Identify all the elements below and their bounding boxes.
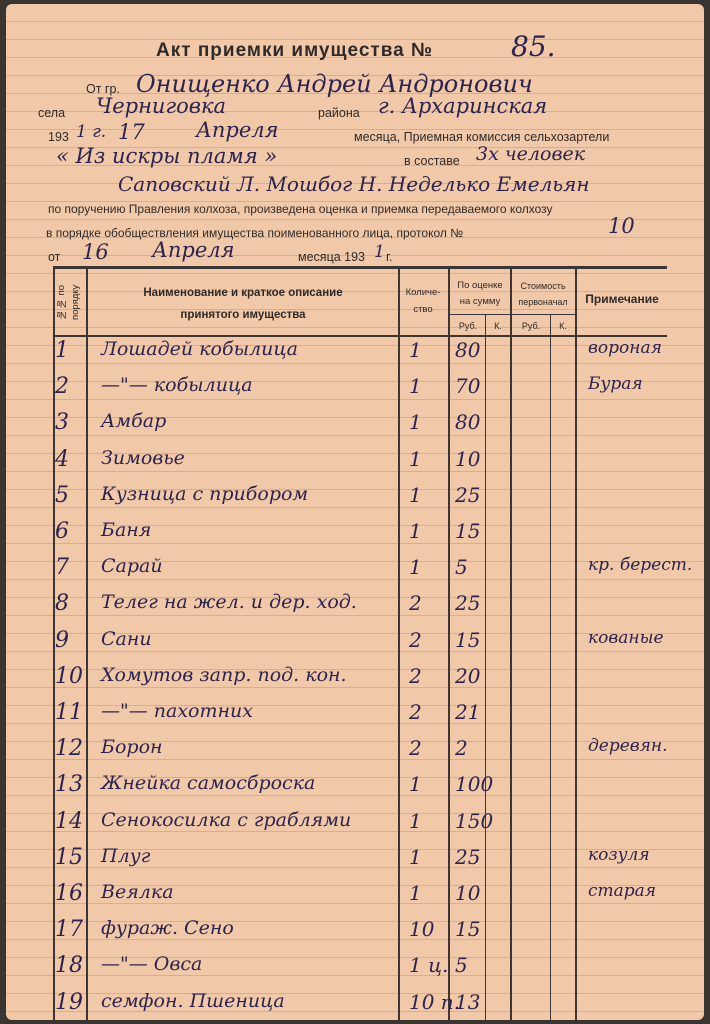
protocol-number: 10 — [608, 214, 635, 238]
row-quantity: 1 — [409, 410, 422, 435]
row-item-name: —"— кобылица — [101, 374, 253, 397]
table-row — [53, 591, 667, 627]
row-note: Бурая — [588, 374, 643, 395]
row-number: 1 — [55, 338, 69, 363]
row-appraisal-sum: 70 — [455, 374, 481, 399]
header-cost-kop: К. — [559, 321, 567, 331]
composition-label: в составе — [404, 154, 460, 168]
row-number: 7 — [55, 555, 69, 581]
row-item-name: Сарай — [101, 555, 163, 578]
artel-name: « Из искры пламя » — [56, 144, 278, 168]
row-appraisal-sum: 15 — [455, 627, 481, 652]
row-number: 16 — [55, 881, 83, 906]
row-number: 9 — [55, 627, 69, 653]
commission-label: месяца, Приемная комиссия сельхозартели — [354, 130, 610, 144]
table-row — [53, 410, 667, 446]
row-note: кованые — [588, 627, 664, 648]
row-number: 11 — [55, 700, 83, 725]
header-note: Примечание — [585, 292, 659, 306]
row-appraisal-sum: 25 — [455, 482, 481, 507]
header-cost: Стоимость первоначал — [518, 281, 568, 307]
header-appraisal: По оценке на сумму — [457, 280, 503, 307]
header-appraisal-kop: К. — [494, 321, 502, 331]
table-row — [53, 374, 667, 410]
row-number: 17 — [55, 917, 83, 943]
row-quantity: 10 — [409, 917, 435, 942]
table-row — [53, 990, 667, 1020]
header-cost-rub: Руб. — [521, 321, 541, 331]
row-item-name: Хомутов запр. под. кон. — [101, 663, 347, 686]
table-row — [53, 953, 667, 989]
row-appraisal-sum: 100 — [455, 772, 494, 797]
date-day: 17 — [118, 120, 145, 144]
row-item-name: Кузница с прибором — [101, 482, 309, 505]
document-sheet — [6, 4, 704, 1020]
row-item-name: семфон. Пшеница — [101, 989, 285, 1012]
row-item-name: фураж. Сено — [101, 917, 234, 940]
row-note: козуля — [588, 844, 650, 865]
row-quantity: 1 — [409, 338, 422, 362]
row-note: старая — [588, 881, 657, 901]
from-year-suffix: 1 — [374, 242, 385, 262]
act-number: 85. — [511, 30, 556, 63]
table-row — [53, 845, 667, 881]
row-note: вороная — [588, 338, 662, 358]
row-appraisal-sum: 150 — [455, 808, 494, 833]
row-item-name: Зимовье — [101, 446, 185, 469]
row-item-name: Телег на жел. и дер. ход. — [101, 591, 357, 614]
table-row — [53, 519, 667, 555]
row-item-name: Сани — [101, 627, 152, 650]
subheader-border — [450, 314, 577, 315]
header-name: Наименование и краткое описание принятого имущества — [143, 287, 343, 321]
row-quantity: 2 — [409, 736, 422, 761]
row-appraisal-sum: 13 — [455, 989, 481, 1014]
from-date-month: Апреля — [152, 238, 235, 262]
row-note: деревян. — [588, 736, 668, 757]
district-name: г. Архаринская — [378, 94, 548, 118]
table-row — [53, 736, 667, 772]
row-appraisal-sum: 80 — [455, 410, 481, 435]
row-appraisal-sum: 10 — [455, 446, 481, 471]
from-year-label: г. — [386, 250, 393, 264]
body-line-1: по поручению Правления колхоза, произведена оценка и приемка передаваемого колхозу — [48, 202, 553, 216]
row-item-name: Сенокосилка с граблями — [101, 808, 352, 831]
row-item-name: Баня — [101, 519, 152, 541]
year-suffix: 1 г. — [76, 122, 107, 142]
row-appraisal-sum: 80 — [455, 338, 481, 362]
district-label: района — [318, 106, 360, 120]
row-appraisal-sum: 15 — [455, 519, 481, 543]
row-item-name: Плуг — [101, 844, 151, 867]
table-row — [53, 555, 693, 591]
from-name: Онищенко Андрей Андронович — [136, 70, 533, 98]
row-number: 5 — [55, 482, 69, 508]
row-item-name: Амбар — [101, 410, 167, 433]
row-number: 3 — [55, 410, 69, 436]
table-row — [53, 772, 667, 808]
row-appraisal-sum: 20 — [455, 663, 481, 688]
header-appraisal-rub: Руб. — [458, 321, 478, 331]
from-month-label: месяца 193 — [298, 250, 366, 264]
row-quantity: 2 — [409, 663, 422, 688]
row-item-name: —"— Овса — [101, 953, 203, 976]
row-quantity: 2 — [409, 700, 422, 724]
body-line-2: в порядке обобществления имущества поименованного лица, протокол № — [46, 226, 464, 240]
table-row — [53, 664, 667, 700]
row-quantity: 1 — [409, 374, 422, 399]
row-quantity: 1 — [409, 446, 422, 471]
table-row — [53, 881, 667, 917]
from-date-prefix: от — [48, 250, 61, 264]
row-quantity: 1 ц. — [409, 953, 449, 978]
row-quantity: 1 — [409, 844, 422, 869]
row-item-name: Веялка — [101, 881, 174, 903]
row-number: 18 — [55, 953, 83, 979]
commission-members: Саповский Л. Мошбог Н. Неделько Емельян — [118, 172, 590, 196]
village-label: села — [38, 106, 66, 120]
property-table — [53, 266, 693, 1020]
row-quantity: 1 — [409, 555, 422, 580]
row-appraisal-sum: 2 — [455, 736, 468, 761]
document-title: Акт приемки имущества № — [156, 40, 434, 61]
row-quantity: 1 — [409, 482, 422, 507]
row-number: 13 — [55, 772, 83, 798]
row-number: 12 — [55, 736, 83, 762]
from-date-day: 16 — [82, 240, 109, 264]
table-row — [53, 338, 667, 374]
row-number: 4 — [55, 446, 69, 472]
row-number: 10 — [55, 663, 83, 689]
row-quantity: 2 — [409, 627, 422, 652]
table-row — [53, 483, 667, 519]
row-quantity: 1 — [409, 519, 422, 543]
table-row — [53, 628, 667, 664]
row-quantity: 2 — [409, 591, 422, 616]
row-number: 8 — [55, 591, 69, 617]
row-item-name: Жнейка самосброска — [101, 772, 316, 795]
row-quantity: 1 — [409, 808, 422, 833]
village-name: Черниговка — [96, 94, 226, 118]
row-number: 19 — [55, 989, 83, 1015]
table-row — [53, 700, 667, 736]
row-appraisal-sum: 25 — [455, 591, 481, 616]
row-appraisal-sum: 25 — [455, 844, 481, 869]
row-number: 6 — [55, 519, 69, 544]
date-month: Апреля — [196, 118, 279, 142]
row-item-name: Лошадей кобылица — [101, 338, 298, 360]
row-number: 14 — [55, 808, 83, 834]
row-item-name: —"— пахотних — [101, 700, 253, 722]
table-row — [53, 917, 667, 953]
row-note: кр. берест. — [588, 555, 693, 576]
header-qty: Количе- ство — [405, 287, 441, 315]
table-row — [53, 809, 667, 845]
row-appraisal-sum: 5 — [455, 953, 468, 978]
composition-value: 3х человек — [476, 143, 586, 165]
row-item-name: Борон — [101, 736, 163, 759]
year-prefix: 193 — [48, 130, 69, 144]
row-quantity: 1 — [409, 881, 422, 905]
row-appraisal-sum: 5 — [455, 555, 468, 580]
row-appraisal-sum: 10 — [455, 881, 481, 905]
header-num: №№ по порядку — [56, 284, 81, 320]
row-quantity: 10 п. — [409, 989, 461, 1014]
row-quantity: 1 — [409, 772, 422, 797]
row-appraisal-sum: 15 — [455, 917, 481, 942]
row-appraisal-sum: 21 — [455, 700, 481, 724]
row-number: 2 — [55, 374, 69, 400]
table-row — [53, 447, 667, 483]
row-number: 15 — [55, 844, 83, 870]
from-label: От гр. — [86, 82, 120, 96]
